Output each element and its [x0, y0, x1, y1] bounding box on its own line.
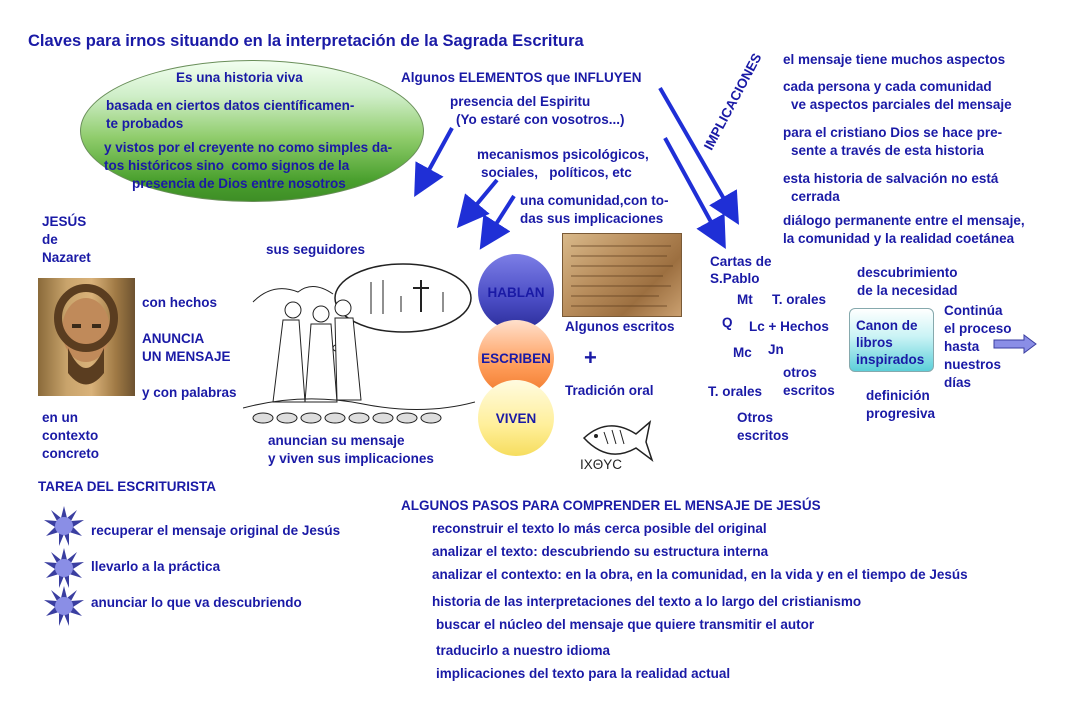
fuente-torales-1: T. orales	[772, 292, 827, 307]
definicion-2: progresiva	[866, 406, 936, 421]
page-title: Claves para irnos situando en la interpretación de la Sagrada Escritura	[28, 32, 584, 50]
algunos-escritos: Algunos escritos	[565, 319, 675, 334]
anuncian-1: anuncian su mensaje	[268, 433, 405, 448]
fuente-mt: Mt	[737, 292, 753, 307]
descubrimiento-1: descubrimiento	[857, 265, 958, 280]
contexto-2: contexto	[42, 428, 99, 443]
elemento-comunidad: una comunidad,con to-	[520, 193, 669, 208]
fuente-q: Q	[722, 315, 733, 330]
con-palabras: y con palabras	[142, 385, 237, 400]
oval-line-4: y vistos por el creyente no como simples da-	[104, 140, 393, 155]
otros-escritos-1b: escritos	[783, 383, 835, 398]
oval-line-3: te probados	[106, 116, 184, 131]
ichthys-label: IXΘYC	[580, 457, 623, 472]
tarea-item-3: anunciar lo que va descubriendo	[91, 595, 302, 610]
implicacion-2b: ve aspectos parciales del mensaje	[791, 97, 1012, 112]
implicacion-2a: cada persona y cada comunidad	[783, 79, 992, 94]
pasos-heading: ALGUNOS PASOS PARA COMPRENDER EL MENSAJE DE JESÚS	[401, 498, 821, 513]
descubrimiento-2: de la necesidad	[857, 283, 958, 298]
implicacion-4b: cerrada	[791, 189, 840, 204]
elemento-comunidad-2: das sus implicaciones	[520, 211, 664, 226]
jesus-name-2: de	[42, 232, 58, 247]
anuncia-2: UN MENSAJE	[142, 349, 231, 364]
continua-1: Continúa	[944, 303, 1003, 318]
anuncian-2: y viven sus implicaciones	[268, 451, 434, 466]
oval-line-1: Es una historia viva	[176, 70, 303, 85]
contexto-3: concreto	[42, 446, 100, 461]
fuente-mc: Mc	[733, 345, 752, 360]
paso-7: implicaciones del texto para la realidad actual	[436, 666, 731, 681]
oval-line-6: presencia de Dios entre nosotros	[132, 176, 346, 191]
otros-escritos-2b: escritos	[737, 428, 789, 443]
oval-line-5: tos históricos sino como signos de la	[104, 158, 350, 173]
canon-line-2: libros	[856, 335, 893, 350]
otros-escritos-1a: otros	[783, 365, 817, 380]
starburst-bullet-icon	[44, 548, 84, 588]
canon-line-1: Canon de	[856, 318, 918, 333]
hablan-label: HABLAN	[487, 284, 545, 300]
sus-seguidores: sus seguidores	[266, 242, 366, 257]
fuente-jn: Jn	[768, 342, 784, 357]
continua-3: hasta	[944, 339, 980, 354]
escriben-label: ESCRIBEN	[481, 350, 551, 366]
contexto-1: en un	[42, 410, 78, 425]
cartas-2: S.Pablo	[710, 271, 760, 286]
fuente-torales-2: T. orales	[708, 384, 763, 399]
paso-6: traducirlo a nuestro idioma	[436, 643, 611, 658]
cartas-1: Cartas de	[710, 254, 772, 269]
tradicion-oral: Tradición oral	[565, 383, 654, 398]
oval-line-2: basada en ciertos datos científicamen-	[106, 98, 355, 113]
paso-5: buscar el núcleo del mensaje que quiere transmitir el autor	[436, 617, 815, 632]
implicacion-3a: para el cristiano Dios se hace pre-	[783, 125, 1003, 140]
plus-sign: +	[584, 345, 597, 370]
starburst-bullet-icon	[44, 506, 84, 546]
continua-4: nuestros	[944, 357, 1002, 372]
implicacion-5b: la comunidad y la realidad coetánea	[783, 231, 1015, 246]
elemento-espiritu-cita: (Yo estaré con vosotros...)	[456, 112, 625, 127]
elementos-heading: Algunos ELEMENTOS que INFLUYEN	[401, 70, 642, 85]
paso-4: historia de las interpretaciones del texto a lo largo del cristianismo	[432, 594, 862, 609]
paso-1: reconstruir el texto lo más cerca posible del original	[432, 521, 767, 536]
otros-escritos-2a: Otros	[737, 410, 774, 425]
anuncia-1: ANUNCIA	[142, 331, 205, 346]
jesus-name-1: JESÚS	[42, 214, 87, 229]
tarea-item-2: llevarlo a la práctica	[91, 559, 221, 574]
continua-5: días	[944, 375, 972, 390]
fuente-lc: Lc + Hechos	[749, 319, 829, 334]
implicacion-5a: diálogo permanente entre el mensaje,	[783, 213, 1025, 228]
paso-2: analizar el texto: descubriendo su estructura interna	[432, 544, 769, 559]
tarea-heading: TAREA DEL ESCRITURISTA	[38, 479, 217, 494]
viven-label: VIVEN	[495, 410, 537, 426]
starburst-bullet-icon	[44, 586, 84, 626]
canon-line-3: inspirados	[856, 352, 925, 367]
implicacion-4a: esta historia de salvación no está	[783, 171, 999, 186]
elemento-espiritu: presencia del Espiritu	[450, 94, 591, 109]
elemento-mecanismos: mecanismos psicológicos,	[477, 147, 649, 162]
elemento-mecanismos-2: sociales, políticos, etc	[481, 165, 632, 180]
implicacion-3b: sente a través de esta historia	[791, 143, 984, 158]
jesus-name-3: Nazaret	[42, 250, 91, 265]
con-hechos: con hechos	[142, 295, 218, 310]
definicion-1: definición	[866, 388, 930, 403]
continua-arrow-icon	[994, 335, 1036, 353]
paso-3: analizar el contexto: en la obra, en la comunidad, en la vida y en el tiempo de Jesús	[432, 567, 968, 582]
implicacion-1: el mensaje tiene muchos aspectos	[783, 52, 1006, 67]
implicaciones-heading: IMPLICACIONES	[700, 50, 765, 153]
continua-2: el proceso	[944, 321, 1012, 336]
tarea-item-1: recuperar el mensaje original de Jesús	[91, 523, 341, 538]
